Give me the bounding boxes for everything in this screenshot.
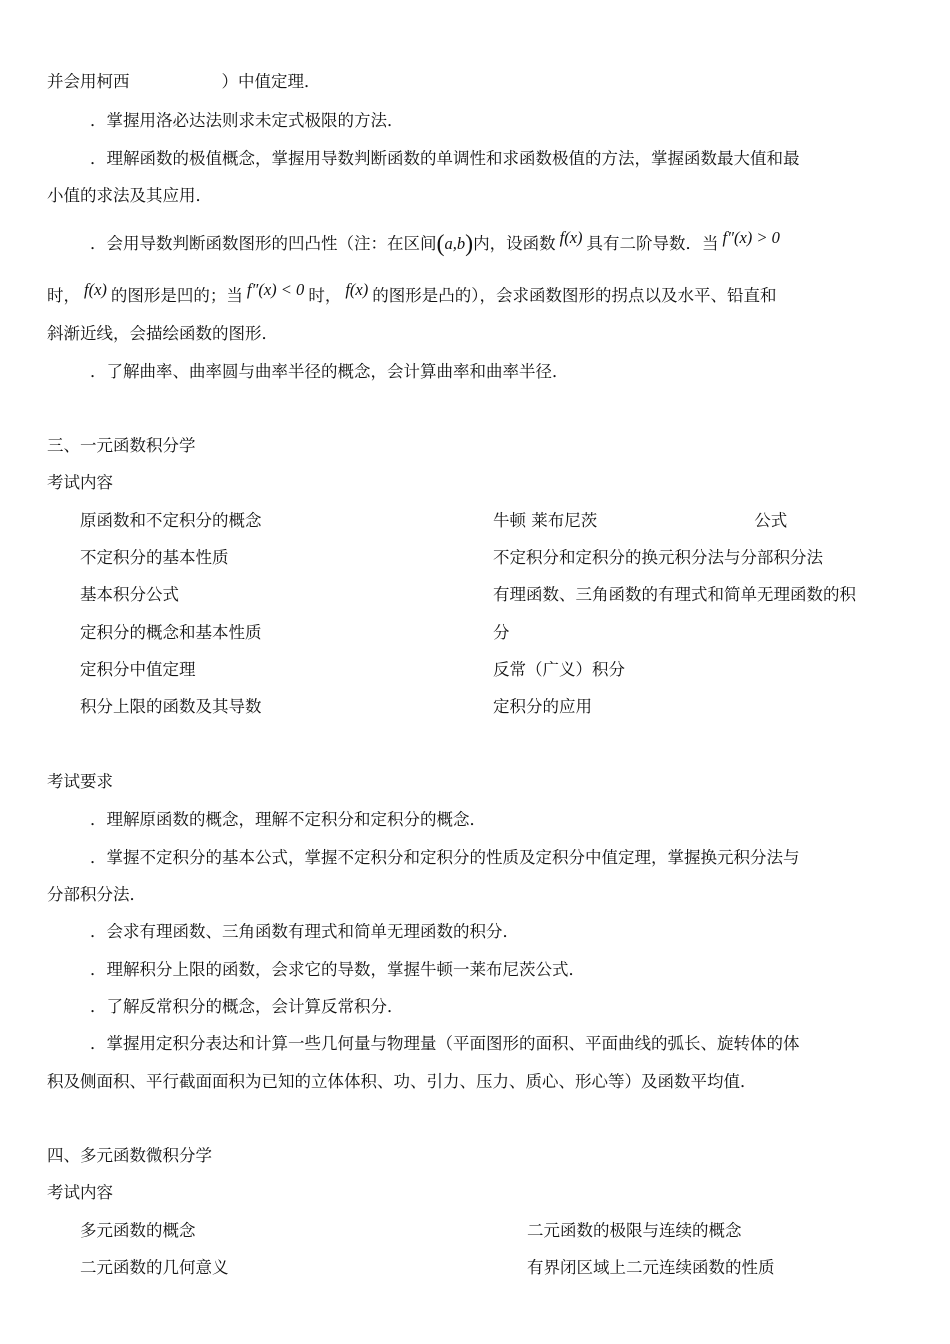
fx-math: f(x) [559,228,583,247]
req-extremum-2: 小值的求法及其应用． [47,186,212,205]
requirement-item: ．理解积分上限的函数，会求它的导数，掌握牛顿一莱布尼茨公式． [90,960,585,979]
requirement-item: ．会求有理函数、三角函数有理式和简单无理函数的积分． [90,922,519,941]
list-item: 定积分中值定理 [80,660,196,679]
list-item: 不定积分和定积分的换元积分法与分部积分法 [493,548,823,567]
text: 具有二阶导数．当 [586,234,719,253]
list-item: 原函数和不定积分的概念 [80,511,262,530]
requirement-item: ．掌握不定积分的基本公式，掌握不定积分和定积分的性质及定积分中值定理，掌握换元积分法与 [90,848,800,867]
req-convexity-2 [47,280,777,307]
requirement-item: ．了解反常积分的概念，会计算反常积分． [90,997,404,1016]
list-item: 分 [493,623,510,642]
list-item: 定积分的应用 [493,697,592,716]
list-item: 不定积分的基本性质 [80,548,229,567]
requirement-item: ．掌握用定积分表达和计算一些几何量与物理量（平面图形的面积、平面曲线的弧长、旋转体的体 [90,1034,800,1053]
list-item: 多元函数的概念 [80,1221,196,1240]
text: 的图形是凸的），会求函数图形的拐点以及水平、铅直和 [372,286,777,305]
content-heading: 考试内容 [47,473,113,492]
section-title: 三、一元函数积分学 [47,436,196,455]
requirement-item: ．理解原函数的概念，理解不定积分和定积分的概念． [90,810,486,829]
list-item [493,510,787,532]
requirement-item-cont: 分部积分法． [47,885,146,904]
list-item: 有界闭区域上二元连续函数的性质 [527,1258,775,1277]
text: 的图形是凹的；当 [110,286,243,305]
list-item: 二元函数的几何意义 [80,1258,229,1277]
fx-math: f(x) [345,280,369,299]
interval-ab: (a,b) [436,231,474,257]
fpp-positive: f″(x) > 0 [722,228,780,247]
list-item: 基本积分公式 [80,585,179,604]
section-title: 四、多元函数微积分学 [47,1146,212,1165]
text: ．会用导数判断函数图形的凹凸性（注：在区间 [90,234,437,253]
text: 并会用柯西 [47,72,130,91]
text: 公式 [754,511,788,530]
list-item: 定积分的概念和基本性质 [80,623,262,642]
text: 时， [47,286,80,305]
req-curvature: ．了解曲率、曲率圆与曲率半径的概念，会计算曲率和曲率半径． [90,362,569,381]
text: a,b [444,234,466,253]
req-convexity-1 [90,228,780,257]
fx-math: f(x) [84,280,107,299]
content-heading: 考试内容 [47,1183,113,1202]
list-item: 积分上限的函数及其导数 [80,697,262,716]
list-item: 二元函数的极限与连续的概念 [527,1221,742,1240]
req-extremum-1: ．理解函数的极值概念，掌握用导数判断函数的单调性和求函数极值的方法，掌握函数最大值和最 [90,149,800,168]
text: ）中值定理． [221,72,321,91]
text: 内，设函数 [473,234,556,253]
requirement-item-cont: 积及侧面积、平行截面面积为已知的立体体积、功、引力、压力、质心、形心等）及函数平均值． [47,1072,757,1091]
text: 时， [308,286,342,305]
requirements-heading: 考试要求 [47,772,113,791]
text: 牛顿 莱布尼茨 [493,511,598,530]
req-convexity-3: 斜渐近线，会描绘函数的图形． [47,324,278,343]
list-item: 有理函数、三角函数的有理式和简单无理函数的积 [493,585,856,604]
req-lhopital: ．掌握用洛必达法则求未定式极限的方法． [90,111,404,130]
cauchy-line [47,71,321,93]
fpp-negative: f″(x) < 0 [246,280,305,299]
list-item: 反常（广义）积分 [493,660,625,679]
